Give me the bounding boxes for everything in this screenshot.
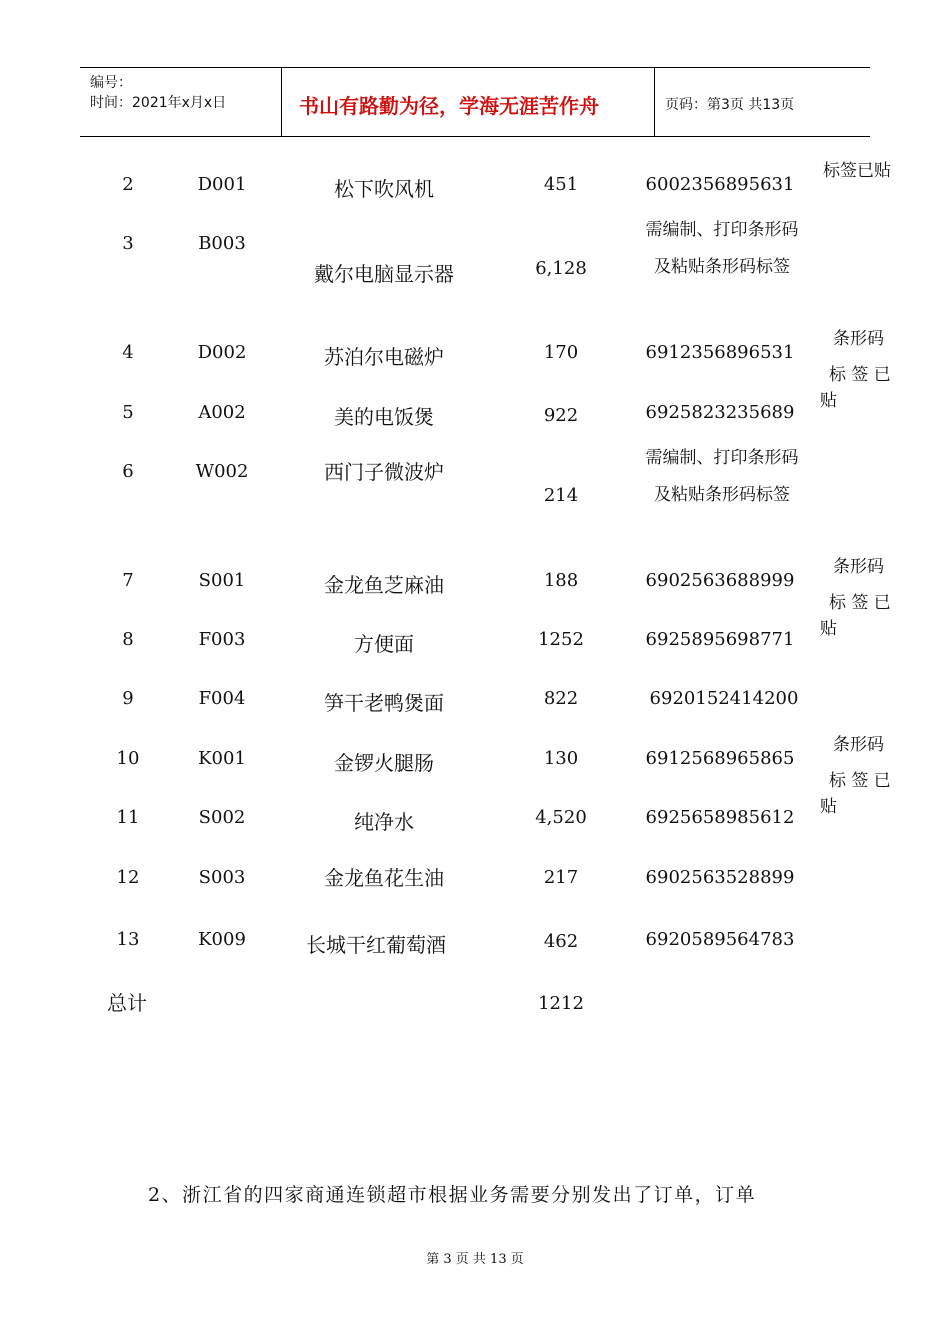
product-name: 笋干老鸭煲面: [324, 691, 444, 715]
product-name: 苏泊尔电磁炉: [324, 345, 444, 369]
header-divider: [654, 68, 655, 136]
row-number: 13: [116, 929, 140, 950]
row-number: 12: [116, 867, 140, 888]
product-barcode: 6925895698771: [645, 629, 795, 650]
product-barcode: 需编制、打印条形码及粘贴条形码标签: [645, 220, 799, 277]
product-quantity: 462: [543, 931, 579, 952]
document-number-label: 编号：: [90, 75, 132, 91]
product-code: D002: [197, 342, 247, 363]
row-number: 3: [122, 233, 134, 254]
product-barcode: 6925823235689: [645, 402, 795, 423]
row-number: 2: [122, 174, 134, 195]
product-code: K001: [198, 748, 246, 769]
product-barcode: 6912568965865: [645, 748, 795, 769]
product-code: W002: [195, 461, 249, 482]
product-code: F003: [198, 629, 246, 650]
header-motto: 书山有路勤为径，学海无涯苦作舟: [299, 94, 599, 118]
product-barcode: 需编制、打印条形码及粘贴条形码标签: [645, 448, 799, 505]
product-quantity: 922: [543, 405, 579, 426]
product-barcode: 6902563688999: [645, 570, 795, 591]
product-barcode: 6002356895631: [645, 174, 795, 195]
row-number: 5: [122, 402, 134, 423]
product-code: D001: [197, 174, 247, 195]
product-quantity: 822: [543, 688, 579, 709]
page-footer: 第 3 页 共 13 页: [426, 1252, 524, 1267]
product-code: B003: [198, 233, 246, 254]
product-quantity: 6,128: [535, 258, 587, 279]
product-quantity: 1252: [538, 629, 584, 650]
product-quantity: 214: [543, 485, 579, 506]
page-header: [80, 67, 870, 137]
product-barcode: 6912356896531: [645, 342, 795, 363]
product-name: 美的电饭煲: [334, 405, 434, 429]
product-quantity: 170: [543, 342, 579, 363]
product-code: S001: [198, 570, 246, 591]
row-number: 9: [122, 688, 134, 709]
row-number: 8: [122, 629, 134, 650]
product-name: 戴尔电脑显示器: [314, 262, 454, 286]
product-barcode: 6920589564783: [645, 929, 795, 950]
product-barcode: 6902563528899: [645, 867, 795, 888]
product-quantity: 188: [543, 570, 579, 591]
product-code: K009: [198, 929, 246, 950]
product-name: 西门子微波炉: [324, 460, 444, 484]
product-quantity: 4,520: [535, 807, 587, 828]
row-number: 11: [116, 807, 140, 828]
total-quantity: 1212: [538, 993, 584, 1014]
product-barcode: 6920152414200: [649, 688, 799, 709]
product-code: S002: [198, 807, 246, 828]
product-name: 金锣火腿肠: [334, 751, 434, 775]
product-quantity: 130: [543, 748, 579, 769]
product-code: F004: [198, 688, 246, 709]
product-name: 方便面: [354, 632, 414, 656]
row-number: 10: [116, 748, 140, 769]
total-label: 总计: [107, 991, 147, 1015]
row-number: 7: [122, 570, 134, 591]
product-name: 金龙鱼芝麻油: [324, 573, 444, 597]
product-name: 金龙鱼花生油: [324, 866, 444, 890]
row-number: 4: [122, 342, 134, 363]
document-time-label: 时间：2021年x月x日: [90, 95, 227, 111]
header-page-indicator: 页码：第3页 共13页: [665, 97, 795, 113]
body-paragraph: 2、浙江省的四家商通连锁超市根据业务需要分别发出了订单，订单: [148, 1184, 757, 1206]
product-name: 长城干红葡萄酒: [306, 933, 446, 957]
row-number: 6: [122, 461, 134, 482]
product-name: 松下吹风机: [334, 177, 434, 201]
product-barcode: 6925658985612: [645, 807, 795, 828]
row-note: 标签已贴: [823, 161, 891, 181]
product-code: A002: [198, 402, 246, 423]
product-quantity: 217: [543, 867, 579, 888]
header-divider: [281, 68, 282, 136]
product-quantity: 451: [543, 174, 579, 195]
product-code: S003: [198, 867, 246, 888]
product-name: 纯净水: [354, 810, 414, 834]
